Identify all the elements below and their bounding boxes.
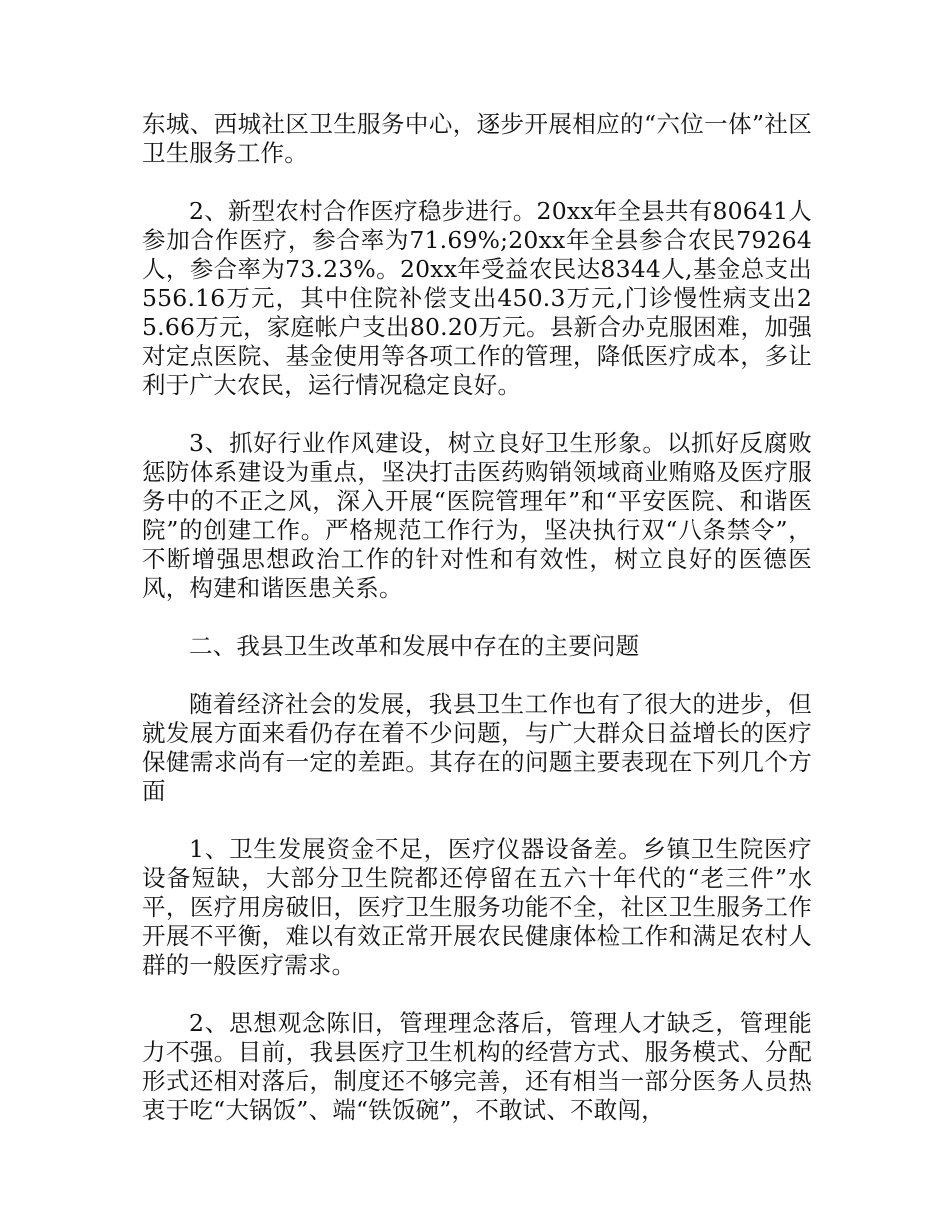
paragraph-problem-funding: 1、卫生发展资金不足，医疗仪器设备差。乡镇卫生院医疗设备短缺，大部分卫生院都还停留在五六十年代的“老三件”水平，医疗用房破旧，医疗卫生服务功能不全，社区卫生服务工作开展不平衡，难以有效正常开展农民健康体检工作和满足农村人群的一般医疗需求。 <box>142 835 812 979</box>
paragraph-industry-conduct: 3、抓好行业作风建设，树立良好卫生形象。以抓好反腐败惩防体系建设为重点，坚决打击医药购销领域商业贿赂及医疗服务中的不正之风，深入开展“医院管理年”和“平安医院、和谐医院”的创建工作。严格规范工作行为，坚决执行双“八条禁令”，不断增强思想政治工作的针对性和有效性，树立良好的医德医风，构建和谐医患关系。 <box>142 429 812 602</box>
paragraph-continuation: 东城、西城社区卫生服务中心，逐步开展相应的“六位一体”社区卫生服务工作。 <box>142 110 812 167</box>
section-heading-main-problems: 二、我县卫生改革和发展中存在的主要问题 <box>189 632 640 660</box>
paragraph-rural-cooperative-medical: 2、新型农村合作医疗稳步进行。20xx年全县共有80641人参加合作医疗，参合率为71.69%;20xx年全县参合农民79264人，参合率为73.23%。20xx年受益农民达8344人,基金总支出556.16万元，其中住院补偿支出450.3万元,门诊慢性病支出25.66万元，家庭帐户支出80.20万元。县新合办克服困难，加强对定点医院、基金使用等各项工作的管理，降低医疗成本，多让利于广大农民，运行情况稳定良好。 <box>142 197 812 399</box>
paragraph-problems-intro: 随着经济社会的发展，我县卫生工作也有了很大的进步，但就发展方面来看仍存在着不少问题，与广大群众日益增长的医疗保健需求尚有一定的差距。其存在的问题主要表现在下列几个方面 <box>142 690 812 805</box>
paragraph-problem-management: 2、思想观念陈旧，管理理念落后，管理人才缺乏，管理能力不强。目前，我县医疗卫生机构的经营方式、服务模式、分配形式还相对落后，制度还不够完善，还有相当一部分医务人员热衷于吃“大锅饭”、端“铁饭碗”，不敢试、不敢闯， <box>142 1009 812 1124</box>
document-page <box>142 110 812 1125</box>
